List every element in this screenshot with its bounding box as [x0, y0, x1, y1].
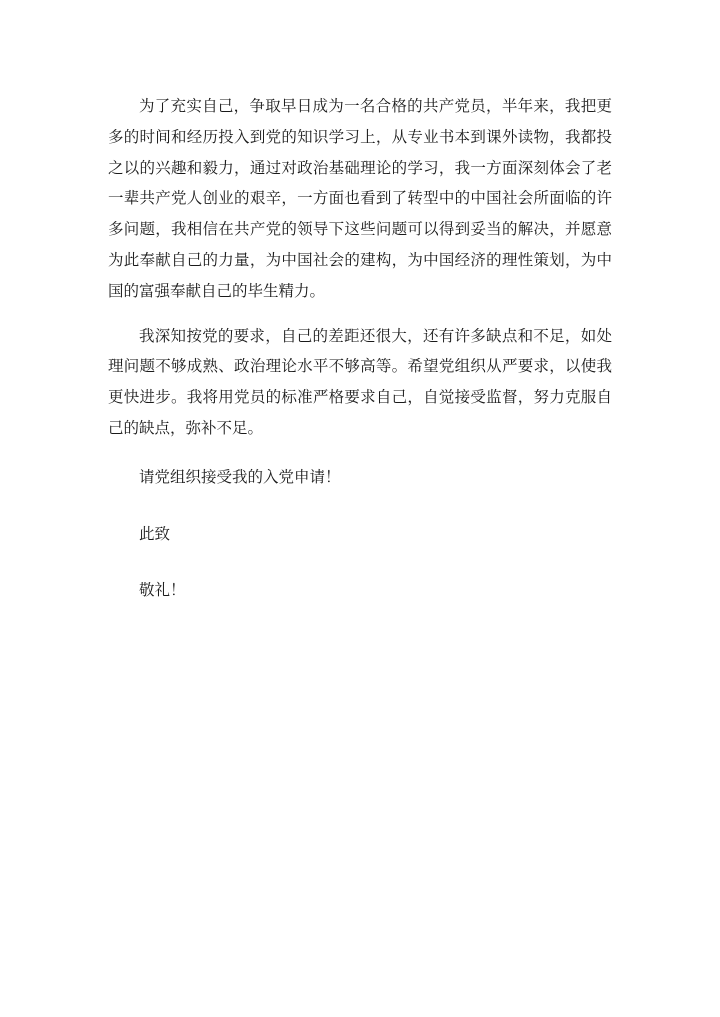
closing-respect: 敬礼！	[139, 581, 186, 600]
paragraph-shortcomings: 我深知按党的要求，自己的差距还很大，还有许多缺点和不足，如处理问题不够成熟、政治理论水平不够高等。希望党组织从严要求，以使我更快进步。我将用党员的标准严格要求自己，自觉接受监督，努力克服自己的缺点，弥补不足。	[108, 326, 612, 437]
letter-body	[108, 91, 612, 606]
request-line: 请党组织接受我的入党申请！	[139, 467, 341, 486]
closing-salutation: 此致	[139, 524, 171, 543]
paragraph-study: 为了充实自己，争取早日成为一名合格的共产党员，半年来，我把更多的时间和经历投入到党的知识学习上，从专业书本到课外读物，我都投之以的兴趣和毅力，通过对政治基础理论的学习，我一方面深刻体会了老一辈共产党人创业的艰辛，一方面也看到了转型中的中国社会所面临的许多问题，我相信在共产党的领导下这些问题可以得到妥当的解决，并愿意为此奉献自己的力量，为中国社会的建构，为中国经济的理性策划，为中国的富强奉献自己的毕生精力。	[108, 97, 612, 300]
